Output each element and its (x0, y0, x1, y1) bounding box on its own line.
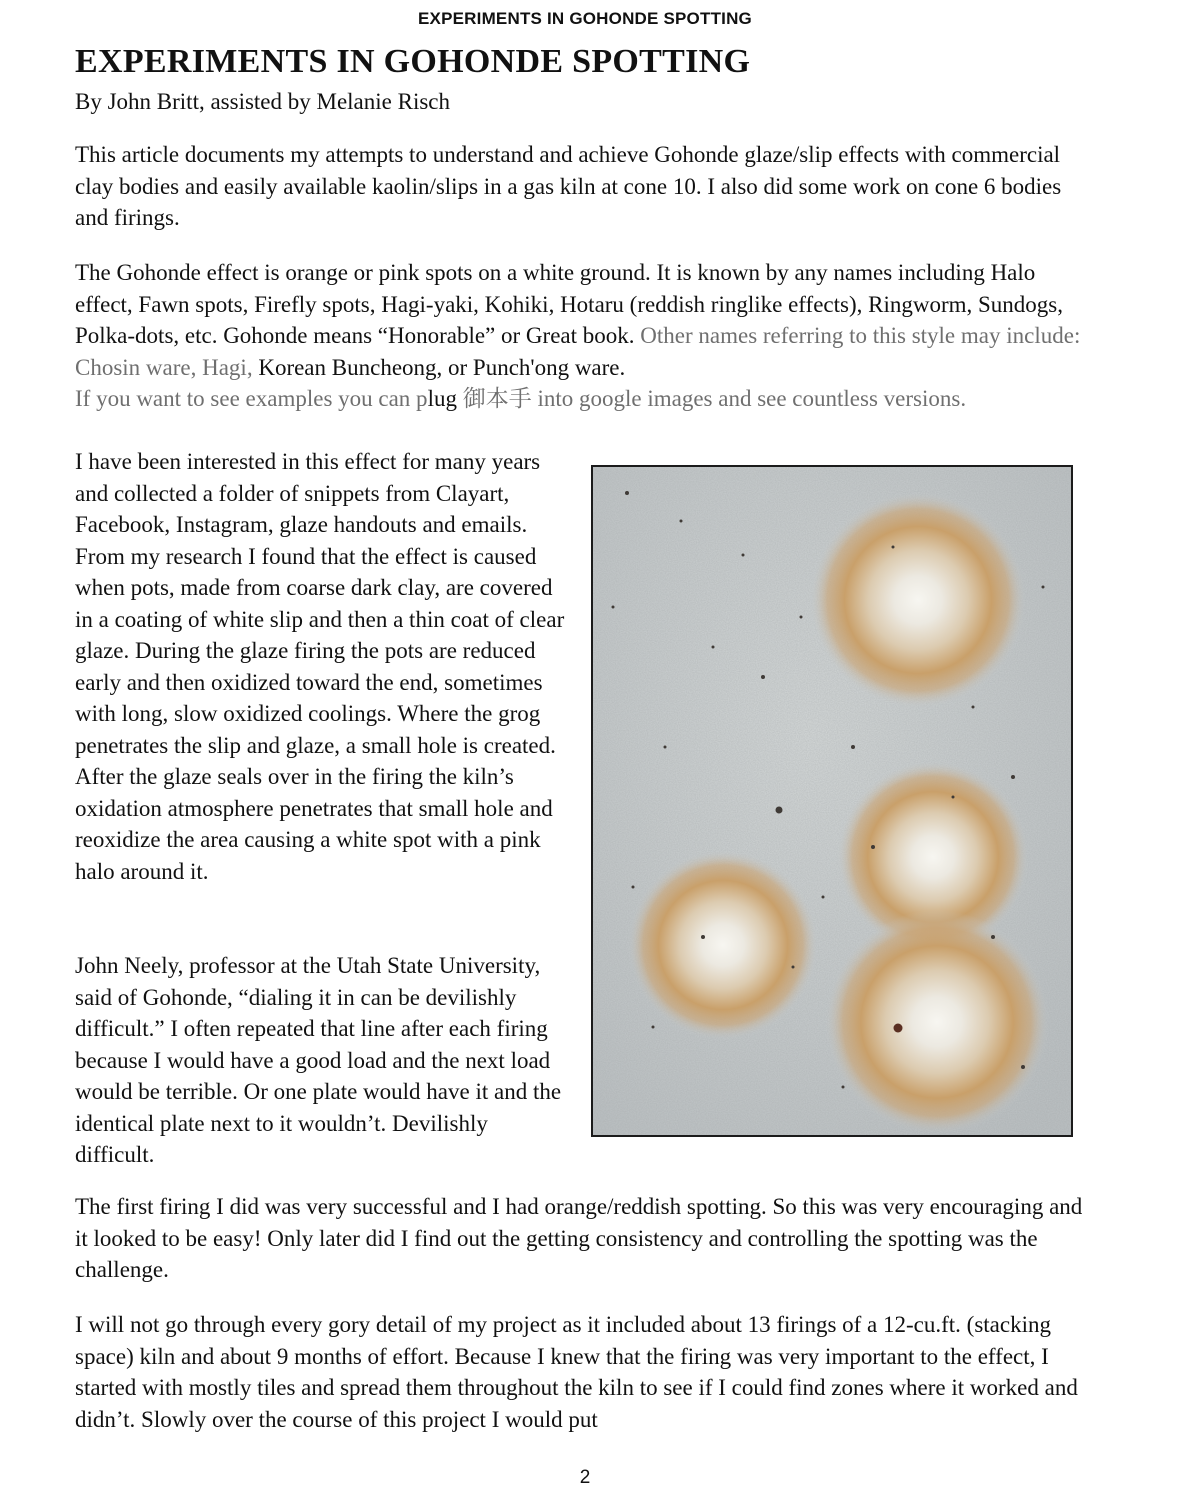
neely-paragraph: John Neely, professor at the Utah State University, said of Gohonde, “dialing it in can be devilishly difficult.” I often repeated that line after each firing because I would have a good load and the next load would be terrible. Or one plate would have it and the identical plate next to it wouldn’t. Devilishly difficult. (75, 953, 562, 1167)
names-text-2: Other names referring to this style may include: Chosin ware, Hagi, (75, 323, 1081, 380)
intro-paragraph: This article documents my attempts to understand and achieve Gohonde glaze/slip effects with commercial clay bodies and easily available kaolin/slips in a gas kiln at cone 10. I also did some work on cone 6 bodies and firings. (75, 142, 1062, 230)
page-number: 2 (579, 1467, 591, 1488)
gohonde-spots-image (593, 467, 1071, 1135)
glaze-photo (591, 465, 1073, 1137)
article-title: EXPERIMENTS IN GOHONDE SPOTTING (75, 43, 751, 80)
halo-spot-3 (628, 850, 818, 1040)
names-paragraph (75, 257, 1095, 415)
research-paragraph: I have been interested in this effect for many years and collected a folder of snippets from Clayart, Facebook, Instagram, glaze handouts and emails. From my research I found that the effect is caused when pots, made from coarse dark clay, are covered in a coating of white slip and then a thin coat of clear glaze. During the glaze firing the pots are reduced early and then oxidized toward the end, sometimes with long, slow oxidized coolings. Where the grog penetrates the slip and glaze, a small hole is created. After the glaze seals over in the firing the kiln’s oxidation atmosphere penetrates that small hole and reoxidize the area causing a white spot with a pink halo around it. (75, 449, 565, 884)
first-firing-paragraph: The first firing I did was very successful and I had orange/reddish spotting. So this was very encouraging and it looked to be easy! Only later did I find out the getting consistency and controlling the spotting was the challenge. (75, 1194, 1083, 1282)
halo-spot-4 (825, 910, 1049, 1134)
names-text-3: Korean Buncheong, or Punch'ong ware. (258, 354, 626, 380)
project-paragraph: I will not go through every gory detail of my project as it included about 13 firings of a 12-cu.ft. (stacking space) kiln and about 9 months of effort. Because I knew that the firing was very important to the effect, I started with mostly tiles and spread them throughout the kiln to see if I could find zones where it worked and didn’t. Slowly over the course of this project I would put (75, 1312, 1078, 1432)
running-head: EXPERIMENTS IN GOHONDE SPOTTING (418, 9, 752, 28)
byline: By John Britt, assisted by Melanie Risch (75, 89, 451, 114)
names-text-5: lug (427, 386, 457, 411)
halo-spot-1 (810, 492, 1026, 708)
names-text-4: If you want to see examples you can p (75, 386, 428, 411)
names-text-6: 御本手 into google images and see countless versions. (462, 386, 967, 411)
names-text-1: The Gohonde effect is orange or pink spots on a white ground. It is known by any names including Halo effect, Fawn spots, Firefly spots, Hagi-yaki, Kohiki, Hotaru (reddish ringlike effects), Ringworm, Sundogs, Polka-dots, etc. Gohonde means “Honorable” or Great book. (75, 260, 1064, 348)
